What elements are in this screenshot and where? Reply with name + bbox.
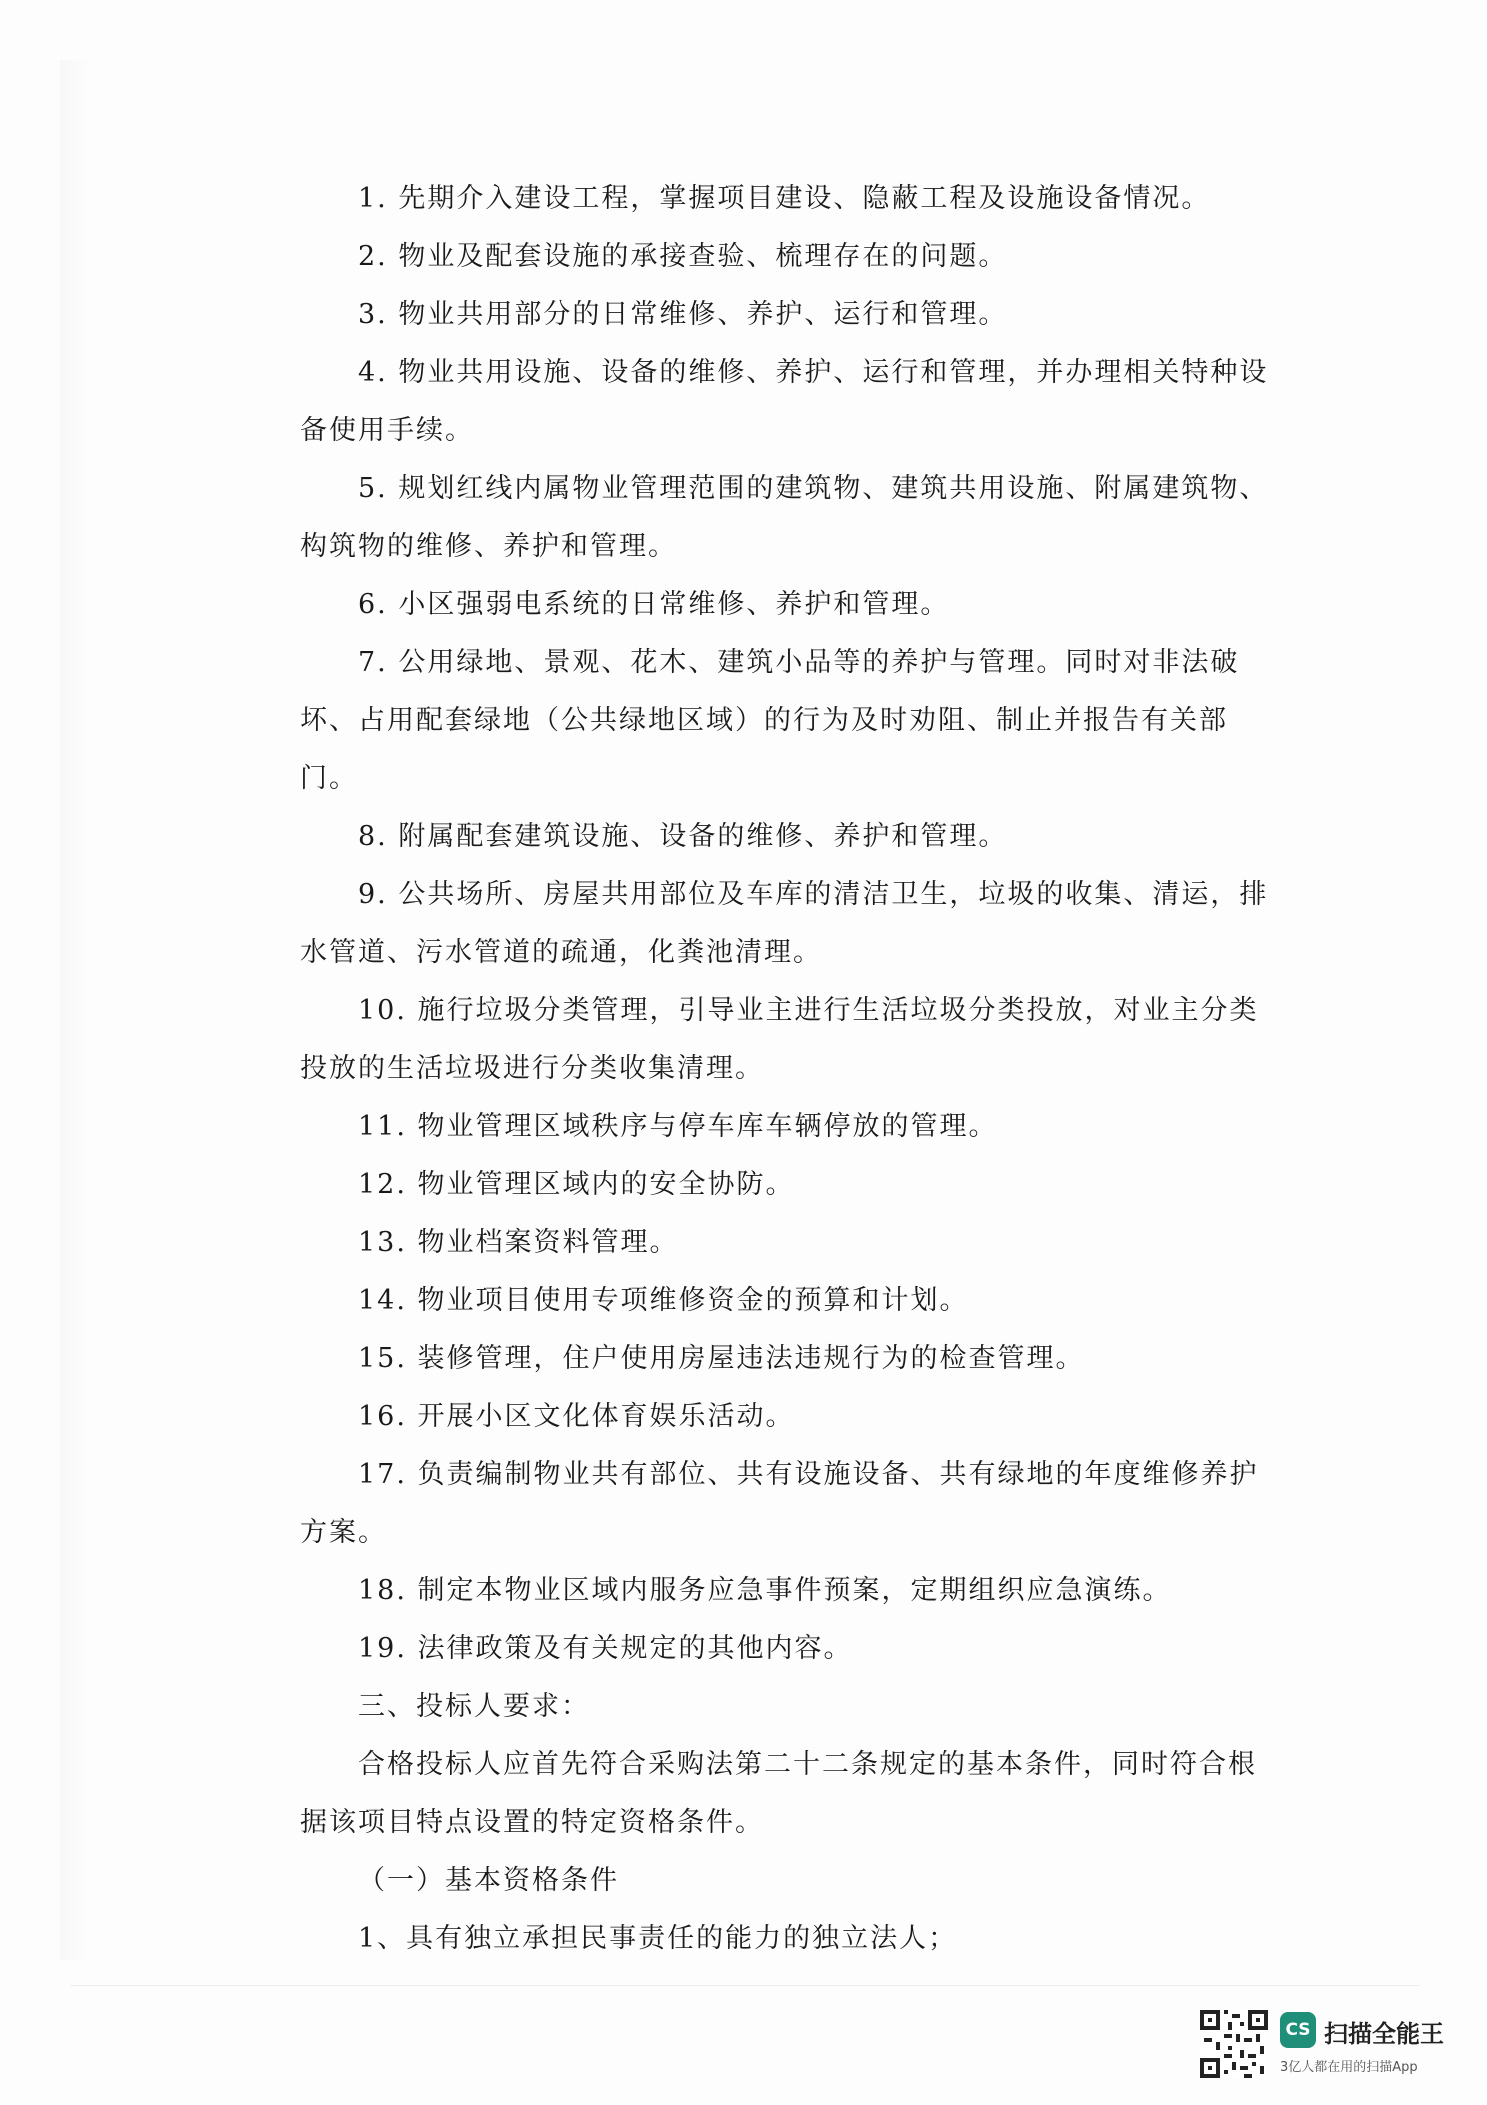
list-item: 1. 先期介入建设工程，掌握项目建设、隐蔽工程及设施设备情况。 <box>358 183 1211 214</box>
list-item: 12. 物业管理区域内的安全协防。 <box>358 1169 795 1200</box>
list-item: 11. 物业管理区域秩序与停车库车辆停放的管理。 <box>358 1111 998 1142</box>
list-item: 6. 小区强弱电系统的日常维修、养护和管理。 <box>358 589 950 620</box>
brand-tagline: 3亿人都在用的扫描App <box>1280 2060 1418 2075</box>
camscanner-logo-icon: CS <box>1280 2012 1316 2048</box>
list-item: 16. 开展小区文化体育娱乐活动。 <box>358 1401 795 1432</box>
list-item: 9. 公共场所、房屋共用部位及车库的清洁卫生，垃圾的收集、清运，排水管道、污水管道的疏通，化粪池清理。 <box>300 879 1269 968</box>
list-item: 19. 法律政策及有关规定的其他内容。 <box>358 1633 853 1664</box>
list-item: 15. 装修管理，住户使用房屋违法违规行为的检查管理。 <box>358 1343 1085 1374</box>
section-intro: 合格投标人应首先符合采购法第二十二条规定的基本条件，同时符合根据该项目特点设置的特定资格条件。 <box>300 1749 1257 1838</box>
brand-name: 扫描全能王 <box>1324 2020 1444 2048</box>
list-item: 2. 物业及配套设施的承接查验、梳理存在的问题。 <box>358 241 1008 272</box>
document-body <box>300 170 1270 1968</box>
page-bottom-divider <box>70 1985 1420 1986</box>
list-item: 8. 附属配套建筑设施、设备的维修、养护和管理。 <box>358 821 1008 852</box>
list-item: 7. 公用绿地、景观、花木、建筑小品等的养护与管理。同时对非法破坏、占用配套绿地（公共绿地区域）的行为及时劝阻、制止并报告有关部门。 <box>300 647 1240 794</box>
list-item: 5. 规划红线内属物业管理范围的建筑物、建筑共用设施、附属建筑物、构筑物的维修、养护和管理。 <box>300 473 1269 562</box>
list-item: 3. 物业共用部分的日常维修、养护、运行和管理。 <box>358 299 1008 330</box>
qr-code-icon <box>1200 2010 1268 2078</box>
scan-shadow <box>60 60 90 1960</box>
list-item: 18. 制定本物业区域内服务应急事件预案，定期组织应急演练。 <box>358 1575 1172 1606</box>
list-item: 17. 负责编制物业共有部位、共有设施设备、共有绿地的年度维修养护方案。 <box>300 1459 1259 1548</box>
list-item: 10. 施行垃圾分类管理，引导业主进行生活垃圾分类投放，对业主分类投放的生活垃圾进行分类收集清理。 <box>300 995 1259 1084</box>
subsection-heading: （一）基本资格条件 <box>358 1865 619 1896</box>
scanner-watermark <box>1200 2010 1460 2090</box>
subsection-item: 1、具有独立承担民事责任的能力的独立法人； <box>358 1923 958 1954</box>
list-item: 4. 物业共用设施、设备的维修、养护、运行和管理，并办理相关特种设备使用手续。 <box>300 357 1269 446</box>
list-item: 14. 物业项目使用专项维修资金的预算和计划。 <box>358 1285 969 1316</box>
section-heading: 三、投标人要求： <box>358 1691 590 1722</box>
list-item: 13. 物业档案资料管理。 <box>358 1227 679 1258</box>
